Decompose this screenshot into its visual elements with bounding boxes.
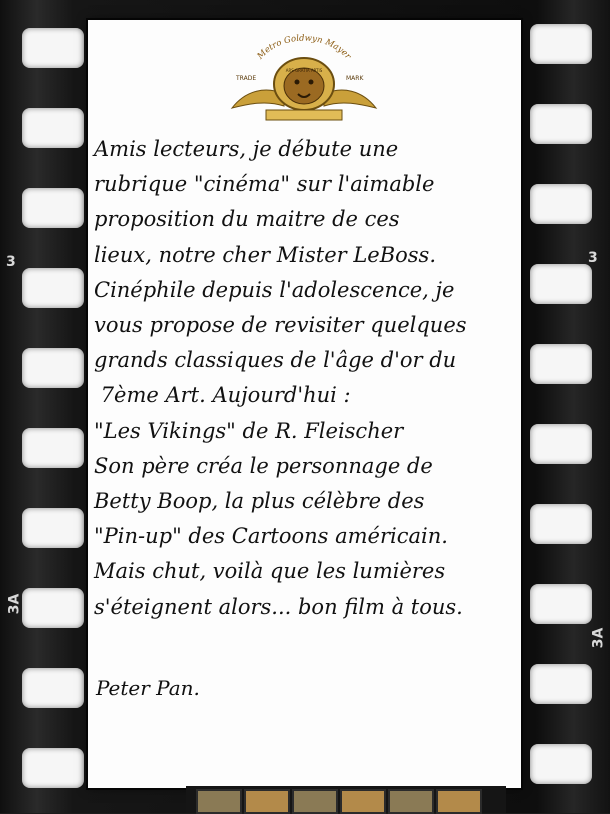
sprocket-hole <box>22 508 84 548</box>
film-thumbnail <box>244 789 290 814</box>
logo-right-text: MARK <box>346 75 364 82</box>
sprocket-hole <box>22 668 84 708</box>
logo-banner-text: ARS GRATIA ARTIS <box>285 68 323 73</box>
sprocket-hole <box>22 268 84 308</box>
film-thumbnail <box>388 789 434 814</box>
text-line: s'éteignent alors... bon film à tous. <box>94 594 463 619</box>
logo-left-text: TRADE <box>236 75 257 82</box>
text-line: proposition du maitre de ces <box>94 207 400 232</box>
text-line: Betty Boop, la plus célèbre des <box>94 489 425 514</box>
film-thumbnail <box>292 789 338 814</box>
text-line: "Les Vikings" de R. Fleischer <box>94 418 404 443</box>
text-line: Mais chut, voilà que les lumières <box>94 559 446 584</box>
edge-mark: 3A <box>590 627 607 649</box>
article-text <box>94 132 524 625</box>
logo-base <box>266 110 342 120</box>
text-line: rubrique "cinéma" sur l'aimable <box>94 172 435 197</box>
sprocket-hole <box>530 24 592 64</box>
logo-arc-text: Metro Goldwyn Mayer <box>255 33 353 62</box>
sprocket-hole <box>530 664 592 704</box>
signature: Peter Pan. <box>96 676 200 700</box>
text-line: lieux, notre cher Mister LeBoss. <box>94 242 437 267</box>
edge-mark: 3 <box>6 254 16 270</box>
sprocket-hole <box>530 104 592 144</box>
mgm-lion-logo <box>226 28 382 122</box>
text-line: grands classiques de l'âge d'or du <box>94 348 457 373</box>
edge-mark: 3 <box>588 250 598 266</box>
lion-icon <box>284 68 324 104</box>
sprocket-hole <box>22 108 84 148</box>
sprocket-hole <box>530 184 592 224</box>
edge-mark: 3A <box>6 593 23 615</box>
text-line: Son père créa le personnage de <box>94 453 433 478</box>
left-sprocket-holes <box>22 0 84 813</box>
film-thumbnail <box>436 789 482 814</box>
sprocket-hole <box>530 424 592 464</box>
text-line: vous propose de revisiter quelques <box>94 313 467 338</box>
film-thumbnail <box>196 789 242 814</box>
text-line: 7ème Art. Aujourd'hui : <box>94 383 351 408</box>
sprocket-hole <box>530 344 592 384</box>
text-line: Amis lecteurs, je débute une <box>94 137 399 161</box>
bottom-film-thumbnails <box>186 786 506 813</box>
sprocket-hole <box>22 348 84 388</box>
sprocket-hole <box>530 504 592 544</box>
sprocket-hole <box>530 744 592 784</box>
sprocket-hole <box>22 588 84 628</box>
sprocket-hole <box>530 584 592 624</box>
right-sprocket-holes <box>530 0 592 813</box>
sprocket-hole <box>530 264 592 304</box>
sprocket-hole <box>22 428 84 468</box>
sprocket-hole <box>22 188 84 228</box>
sprocket-hole <box>22 28 84 68</box>
text-line: "Pin-up" des Cartoons américain. <box>94 524 448 549</box>
film-thumbnail <box>340 789 386 814</box>
sprocket-hole <box>22 748 84 788</box>
text-line: Cinéphile depuis l'adolescence, je <box>94 277 455 302</box>
